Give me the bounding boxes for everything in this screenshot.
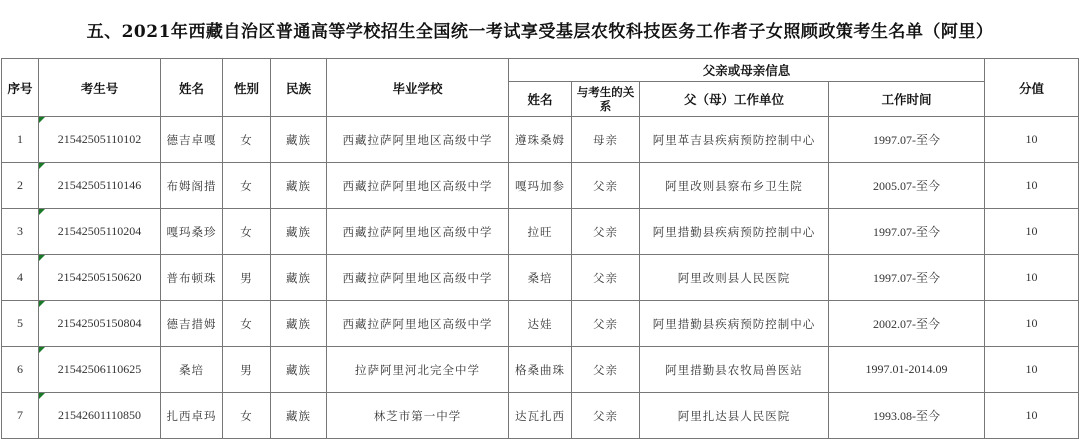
table-row [2, 347, 1079, 393]
header-gender: 性别 [223, 59, 271, 117]
cell-score: 10 [985, 163, 1079, 209]
cell-gender: 女 [223, 209, 271, 255]
header-ethnicity: 民族 [271, 59, 327, 117]
cell-gender: 男 [223, 347, 271, 393]
cell-work-time: 1997.07-至今 [829, 255, 985, 301]
header-row-top [2, 59, 1079, 82]
cell-relation: 父亲 [572, 255, 640, 301]
cell-work-unit: 阿里措勤县疾病预防控制中心 [640, 209, 829, 255]
cell-ethnicity: 藏族 [271, 393, 327, 439]
cell-work-unit: 阿里革吉县疾病预防控制中心 [640, 117, 829, 163]
student-list-table [1, 58, 1079, 439]
cell-work-time: 2005.07-至今 [829, 163, 985, 209]
header-seq: 序号 [2, 59, 39, 117]
cell-exam-no: 21542505110204 [39, 209, 161, 255]
cell-relation: 父亲 [572, 301, 640, 347]
table-row [2, 393, 1079, 439]
cell-seq: 4 [2, 255, 39, 301]
header-parent-group: 父亲或母亲信息 [509, 59, 985, 82]
cell-seq: 5 [2, 301, 39, 347]
table-row [2, 117, 1079, 163]
cell-seq: 3 [2, 209, 39, 255]
cell-ethnicity: 藏族 [271, 347, 327, 393]
cell-ethnicity: 藏族 [271, 209, 327, 255]
cell-gender: 女 [223, 393, 271, 439]
cell-relation: 父亲 [572, 393, 640, 439]
cell-work-time: 1997.07-至今 [829, 117, 985, 163]
cell-name: 德吉卓嘎 [161, 117, 223, 163]
cell-name: 扎西卓玛 [161, 393, 223, 439]
cell-parent-name: 拉旺 [509, 209, 572, 255]
page-title: 五、2021年西藏自治区普通高等学校招生全国统一考试享受基层农牧科技医务工作者子女照顾政策考生名单（阿里） [86, 21, 994, 42]
cell-score: 10 [985, 347, 1079, 393]
cell-ethnicity: 藏族 [271, 255, 327, 301]
header-name: 姓名 [161, 59, 223, 117]
header-score: 分值 [985, 59, 1079, 117]
cell-seq: 7 [2, 393, 39, 439]
header-work-time: 工作时间 [829, 82, 985, 117]
cell-name: 布姆阁措 [161, 163, 223, 209]
cell-relation: 父亲 [572, 347, 640, 393]
cell-seq: 6 [2, 347, 39, 393]
cell-exam-no: 21542601110850 [39, 393, 161, 439]
cell-ethnicity: 藏族 [271, 301, 327, 347]
header-parent-name: 姓名 [509, 82, 572, 117]
cell-school: 西藏拉萨阿里地区高级中学 [327, 209, 509, 255]
cell-work-unit: 阿里措勤县农牧局兽医站 [640, 347, 829, 393]
header-exam-no: 考生号 [39, 59, 161, 117]
cell-ethnicity: 藏族 [271, 117, 327, 163]
cell-relation: 父亲 [572, 163, 640, 209]
header-work-unit: 父（母）工作单位 [640, 82, 829, 117]
cell-score: 10 [985, 393, 1079, 439]
cell-work-time: 1997.01-2014.09 [829, 347, 985, 393]
cell-work-unit: 阿里改则县察布乡卫生院 [640, 163, 829, 209]
cell-work-time: 2002.07-至今 [829, 301, 985, 347]
cell-parent-name: 达娃 [509, 301, 572, 347]
cell-score: 10 [985, 255, 1079, 301]
cell-exam-no: 21542505110102 [39, 117, 161, 163]
cell-parent-name: 桑培 [509, 255, 572, 301]
cell-exam-no: 21542505150620 [39, 255, 161, 301]
cell-school: 西藏拉萨阿里地区高级中学 [327, 301, 509, 347]
cell-score: 10 [985, 301, 1079, 347]
header-relation: 与考生的关系 [572, 82, 640, 117]
cell-seq: 1 [2, 117, 39, 163]
cell-work-time: 1993.08-至今 [829, 393, 985, 439]
cell-score: 10 [985, 117, 1079, 163]
cell-school: 拉萨阿里河北完全中学 [327, 347, 509, 393]
cell-parent-name: 达瓦扎西 [509, 393, 572, 439]
cell-gender: 女 [223, 117, 271, 163]
table-row [2, 301, 1079, 347]
cell-work-unit: 阿里改则县人民医院 [640, 255, 829, 301]
cell-work-unit: 阿里扎达县人民医院 [640, 393, 829, 439]
cell-gender: 男 [223, 255, 271, 301]
cell-school: 西藏拉萨阿里地区高级中学 [327, 117, 509, 163]
cell-gender: 女 [223, 301, 271, 347]
cell-school: 林芝市第一中学 [327, 393, 509, 439]
cell-work-time: 1997.07-至今 [829, 209, 985, 255]
table-row [2, 163, 1079, 209]
cell-name: 普布顿珠 [161, 255, 223, 301]
cell-exam-no: 21542505150804 [39, 301, 161, 347]
cell-name: 桑培 [161, 347, 223, 393]
table-row [2, 255, 1079, 301]
cell-relation: 父亲 [572, 209, 640, 255]
cell-ethnicity: 藏族 [271, 163, 327, 209]
cell-exam-no: 21542506110625 [39, 347, 161, 393]
cell-parent-name: 格桑曲珠 [509, 347, 572, 393]
cell-score: 10 [985, 209, 1079, 255]
header-school: 毕业学校 [327, 59, 509, 117]
cell-school: 西藏拉萨阿里地区高级中学 [327, 163, 509, 209]
cell-gender: 女 [223, 163, 271, 209]
cell-parent-name: 嘎玛加参 [509, 163, 572, 209]
cell-parent-name: 遵珠桑姆 [509, 117, 572, 163]
cell-relation: 母亲 [572, 117, 640, 163]
cell-exam-no: 21542505110146 [39, 163, 161, 209]
table-row [2, 209, 1079, 255]
cell-work-unit: 阿里措勤县疾病预防控制中心 [640, 301, 829, 347]
cell-school: 西藏拉萨阿里地区高级中学 [327, 255, 509, 301]
cell-name: 德吉措姆 [161, 301, 223, 347]
cell-seq: 2 [2, 163, 39, 209]
cell-name: 嘎玛桑珍 [161, 209, 223, 255]
